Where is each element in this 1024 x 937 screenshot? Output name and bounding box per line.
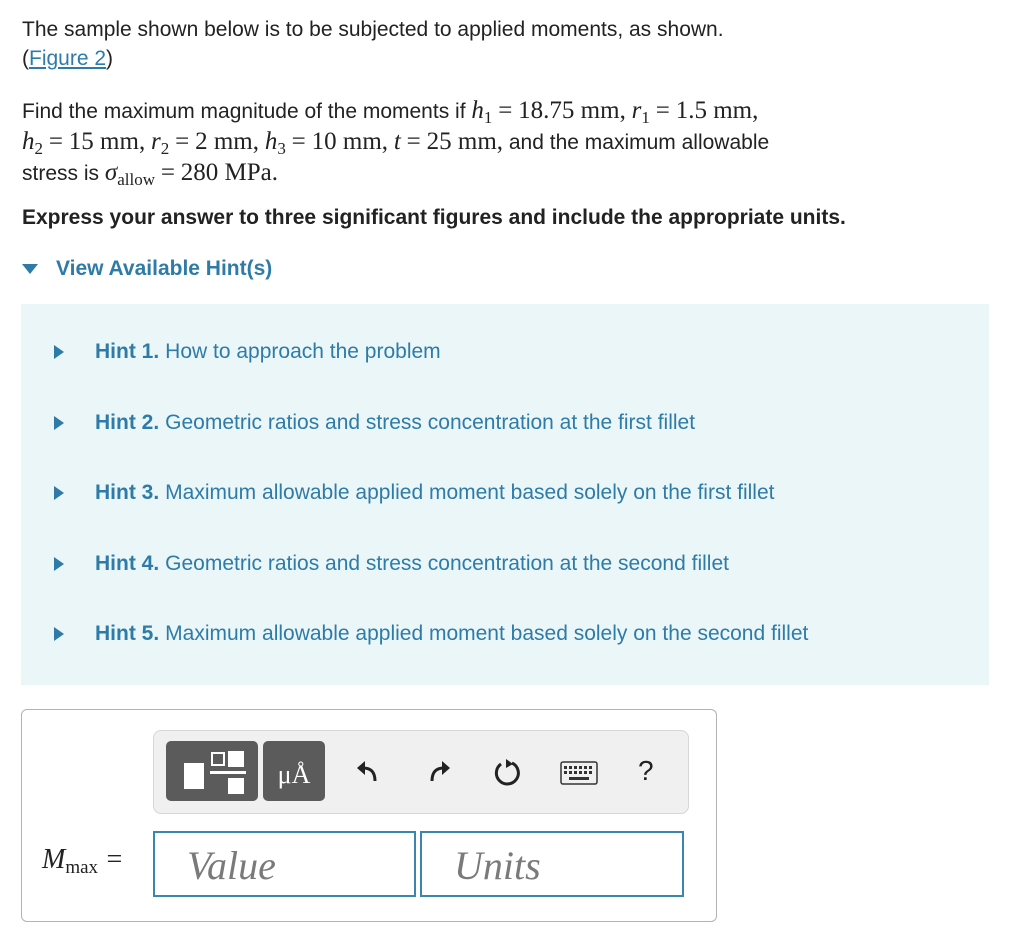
hint-item-5[interactable]: Hint 5. Maximum allowable applied moment based solely on the second fillet [54, 622, 808, 646]
value-input[interactable]: Value [153, 831, 416, 897]
caret-right-icon [54, 627, 64, 641]
answer-variable-label: Mmax = [42, 844, 123, 878]
answer-box [21, 709, 717, 922]
caret-right-icon [54, 557, 64, 571]
problem-statement: Find the maximum magnitude of the moments if $h_1 = 18.75$ mm, $r_1 = 1.5$ mm, $h_2 = 15$ mm, $r_2 = 2$ mm, $h_3 = 10$ mm, t = 25 mm, and the maximum allowable stress is $\sigma_{allow} = 280$ MPa. [22, 97, 770, 189]
caret-right-icon [54, 345, 64, 359]
math-toolbar [153, 730, 689, 814]
undo-icon[interactable] [353, 757, 383, 787]
caret-right-icon [54, 416, 64, 430]
answer-instruction: Express your answer to three significant figures and include the appropriate units. [22, 206, 846, 229]
figure-link[interactable]: Figure 2 [29, 47, 107, 70]
reset-icon[interactable] [492, 757, 522, 787]
caret-down-icon [22, 264, 38, 274]
hint-item-2[interactable]: Hint 2. Geometric ratios and stress concentration at the first fillet [54, 411, 695, 435]
units-button[interactable]: μÅ [263, 741, 325, 801]
keyboard-icon[interactable] [560, 761, 598, 785]
problem-intro: The sample shown below is to be subjected to applied moments, as shown. (Figure 2) [22, 18, 724, 70]
redo-icon[interactable] [424, 757, 454, 787]
hint-item-1[interactable]: Hint 1. How to approach the problem [54, 340, 441, 364]
help-icon[interactable]: ? [638, 755, 654, 786]
caret-right-icon [54, 486, 64, 500]
templates-button[interactable] [166, 741, 258, 801]
hints-panel [21, 304, 989, 685]
templates-icon [166, 741, 258, 801]
view-hints-toggle[interactable]: View Available Hint(s) [22, 257, 272, 281]
hint-item-3[interactable]: Hint 3. Maximum allowable applied moment based solely on the first fillet [54, 481, 774, 505]
units-input[interactable]: Units [420, 831, 684, 897]
hint-item-4[interactable]: Hint 4. Geometric ratios and stress concentration at the second fillet [54, 552, 729, 576]
